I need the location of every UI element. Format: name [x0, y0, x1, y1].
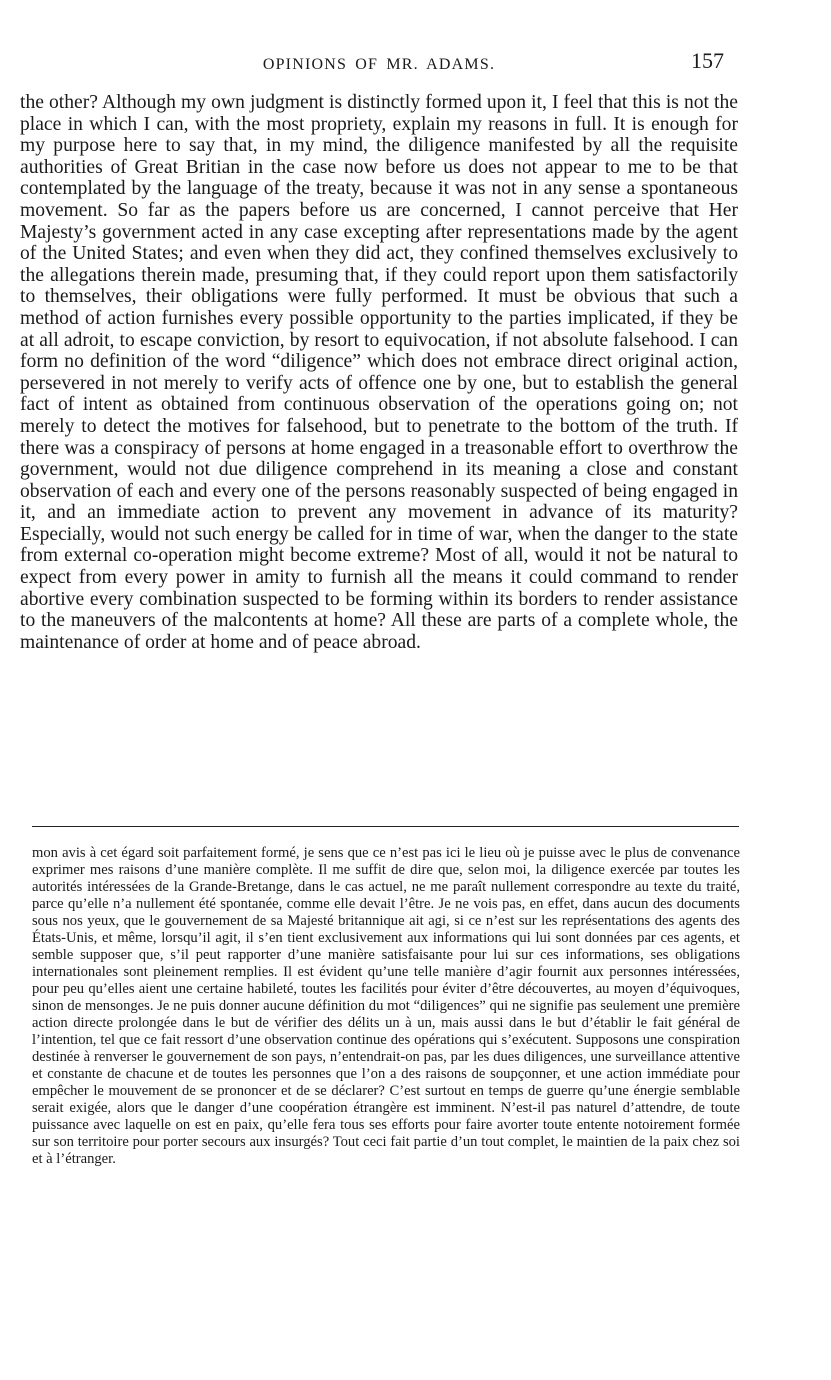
- running-head: [20, 48, 738, 78]
- main-body-text: the other? Although my own judgment is distinctly formed upon it, I feel that this is not the place in which I can, with the most propriety, explain my reasons in full. It is enough for my purpose here to say that, in my mind, the diligence manifested by all the requisite authorities of Great Britian in the case now before us does not appear to me to be that contemplated by the language of the treaty, because it was not in any sense a spontaneous movement. So far as the papers before us are concerned, I cannot perceive that Her Majesty’s government acted in any case excepting after representations made by the agent of the United States; and even when they did act, they confined themselves exclusively to the allegations therein made, presuming that, if they could report upon them satisfactorily to themselves, their obligations were fully performed. It must be obvious that such a method of action furnishes every possible opportunity to the parties implicated, if they be at all adroit, to escape conviction, by resort to equivocation, if not absolute falsehood. I can form no definition of the word “diligence” which does not embrace direct original action, persevered in not merely to verify acts of offence one by one, but to establish the general fact of intent as obtained from continuous observation of the operations going on; not merely to detect the motives for falsehood, but to penetrate to the bottom of the truth. If there was a conspiracy of persons at home engaged in a treasonable effort to overthrow the government, would not due diligence comprehend in its meaning a close and constant observation of each and every one of the persons reasonably suspected of being engaged in it, and an immediate action to prevent any movement in advance of its maturity? Especially, would not such energy be called for in time of war, when the danger to the state from external co-operation might become extreme? Most of all, would it not be natural to expect from every power in amity to furnish all the means it could command to render abortive every combination suspected to be forming within its borders to render assistance to the maneuvers of the malcontents at home? All these are parts of a complete whole, the maintenance of order at home and of peace abroad.: [20, 92, 738, 653]
- running-title: OPINIONS OF MR. ADAMS.: [262, 56, 496, 73]
- page-number: 157: [691, 48, 724, 73]
- footnote-text: mon avis à cet égard soit parfaitement formé, je sens que ce n’est pas ici le lieu où je puisse avec le plus de convenance exprimer mes raisons d’une manière complète. Il me suffit de dire que, selon moi, la diligence exercée par toutes les autorités intéressées de la Grande-Bretange, dans le cas actuel, ne me paraît nullement correspondre au texte du traité, parce qu’elle n’a nullement été spontanée, comme elle devait l’être. Je ne vois pas, en effet, dans aucun des documents sous nos yeux, que le gouvernement de sa Majesté britannique ait agi, si ce n’est sur les représentations des agents des États-Unis, et même, lorsqu’il agit, il s’en tient exclusivement aux informations qui lui sont données par ces agents, et semble supposer que, s’il peut rapporter d’une manière satisfaisante pour lui sur ces informations, ses obligations internationales sont pleinement remplies. Il est évident qu’une telle manière d’agir fournit aux personnes intéressées, pour peu qu’elles aient une certaine habileté, toutes les facilités pour éviter d’être découvertes, au moyen d’équivoques, sinon de mensonges. Je ne puis donner aucune définition du mot “diligences” qui ne signifie pas seulement une première action directe prolongée dans le but de vérifier des délits un à un, mais aussi dans le but d’établir le fait général de l’intention, tel que ce fait ressort d’une observation continue des opérations qui s’exécutent. Supposons une conspiration destinée à renverser le gouvernement de son pays, n’entendrait-on pas, par les dues diligences, une surveillance attentive et constante de chacune et de toutes les personnes que l’on a des raisons de soupçonner, et une action immédiate pour empêcher le mouvement de se prononcer et de se déclarer? C’est surtout en temps de guerre qu’une énergie semblable serait exigée, alors que le danger d’une coopération étrangère est imminent. N’est-il pas naturel d’attendre, de toute puissance avec laquelle on est en paix, qu’elle fera tous ses efforts pour faire avorter toute entente notoirement formée sur son territoire pour porter secours aux insurgés? Tout ceci fait partie d’un tout complet, le maintien de la paix chez soi et à l’étranger.: [32, 845, 740, 1167]
- footnote-divider: [32, 826, 739, 827]
